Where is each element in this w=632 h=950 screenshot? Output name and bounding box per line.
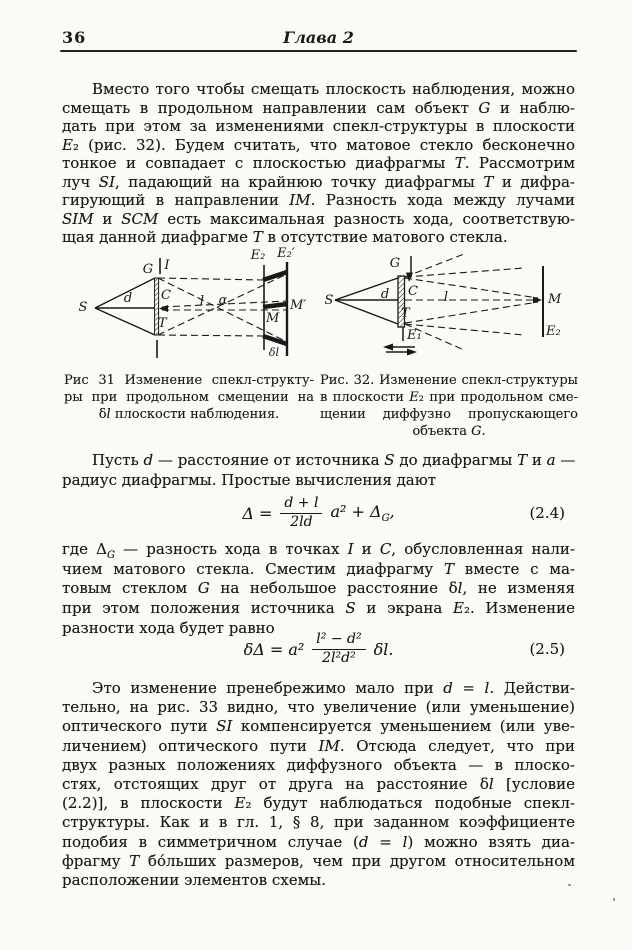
text-line: при этом положения источника S и экрана E₂. Изменение xyxy=(62,599,575,618)
text-line: смещать в продольном направлении сам объект G и наблю- xyxy=(62,98,575,117)
text-line: радиус диафрагмы. Простые вычисления дают xyxy=(62,471,437,489)
text-line: (2.2)], в плоскости E₂ будут наблюдаться подобные спекл- xyxy=(62,794,575,813)
text-line: стях, отстоящих друг от друга на расстояние δl [условие xyxy=(62,774,575,793)
text-line: чием матового стекла. Сместим диафрагму T вместе с ма- xyxy=(62,559,575,578)
text-line: щая данной диафрагме T в отсутствие матового стекла. xyxy=(62,228,508,246)
text-line: в плоскости E₂ при продольном сме- xyxy=(320,390,578,405)
fig32-label-E1: E₁ xyxy=(407,328,422,343)
eq25-rhs: δl. xyxy=(373,639,394,659)
fig32-label-G: G xyxy=(389,256,401,271)
eq24-rhs: $a^2 + \Delta_G$, xyxy=(330,501,395,525)
figure-31-diagram xyxy=(56,246,308,368)
fig32-label-l: l xyxy=(443,290,449,305)
text-line: фрагму T бо́льших размеров, чем при другом относительном xyxy=(62,851,575,870)
text-line: подобия в симметричном случае (d = l) можно взять диа- xyxy=(62,832,575,851)
text-line: двух разных положениях диффузного объекта — в плоско- xyxy=(62,755,575,774)
fig31-arrowhead-at-C xyxy=(159,305,168,312)
fig31-rays-solid xyxy=(95,278,155,335)
eq25-lhs: δΔ = a² xyxy=(243,639,305,659)
text-line: гирующий в направлении IM. Разность хода между лучами xyxy=(62,191,575,209)
fig31-label-C: C xyxy=(161,288,171,303)
figure-32-diagram xyxy=(322,246,576,368)
text-line: товым стеклом G на небольшое расстояние δl, не изменяя xyxy=(62,579,575,598)
fig32-label-C: C xyxy=(408,284,418,299)
fig31-label-G: G xyxy=(142,262,154,277)
fig32-label-S: S xyxy=(324,293,334,308)
figure-31-caption xyxy=(64,372,314,423)
fig31-label-alpha: α xyxy=(218,293,228,308)
eq25-denominator: 2l²d² xyxy=(322,650,356,666)
text-line: луч SI, падающий на крайнюю точку диафрагмы T и дифра- xyxy=(62,172,575,191)
text-line: тельно, на рис. 33 видно, что увеличение (или уменьшение) xyxy=(62,698,575,717)
text-line: личением) оптического пути IM. Отсюда следует, что при xyxy=(62,736,575,755)
equation-2-5-number: (2.5) xyxy=(529,640,565,658)
text-line: Пусть d — расстояние от источника S до диафрагмы T и a — xyxy=(92,451,575,469)
paragraph-1 xyxy=(62,80,575,247)
paragraph-4 xyxy=(62,679,575,890)
eq24-denominator: 2ld xyxy=(290,514,313,530)
equation-2-4 xyxy=(62,492,575,534)
figures-row xyxy=(0,246,632,368)
figure-32-caption xyxy=(320,372,578,440)
fig31-label-E2-prime: E₂′ xyxy=(277,246,295,261)
text-line: оптического пути SI компенсируется уменьшением (или уве- xyxy=(62,717,575,736)
scan-speck xyxy=(568,884,571,886)
fig31-diaphragm xyxy=(155,258,160,358)
paragraph-2 xyxy=(62,450,575,490)
eq24-numerator: d + l xyxy=(280,496,322,514)
text-line: Рис. 32. Изменение спекл-структуры xyxy=(320,373,578,388)
fig32-label-d: d xyxy=(380,287,390,302)
text-line: E₂ (рис. 32). Будем считать, что матовое стекло бесконечно xyxy=(62,135,575,154)
header-rule xyxy=(60,50,577,52)
text-line: где $\Delta_G$ — разность хода в точках I и C, обусловленная нали- xyxy=(62,540,575,560)
fig32-right-arrowhead xyxy=(407,349,417,356)
fig32-left-arrowhead xyxy=(383,344,393,351)
fig32-label-T: T xyxy=(401,306,410,321)
page-number: 36 xyxy=(62,28,87,47)
text-line: ры при продольном смещении на xyxy=(64,390,314,405)
page-header xyxy=(62,26,575,50)
equation-2-5-body xyxy=(244,632,394,667)
equation-2-4-number: (2.4) xyxy=(529,504,565,522)
fig31-label-S: S xyxy=(78,300,88,315)
eq24-fraction xyxy=(280,496,322,531)
fig32-label-M: M xyxy=(548,292,562,307)
fig31-label-l: l xyxy=(199,294,205,309)
eq25-numerator: l² − d² xyxy=(312,632,365,650)
text-line: Рис 31 Изменение спекл-структу- xyxy=(64,373,314,388)
equation-2-5 xyxy=(62,628,575,670)
text-line: щении диффузно пропускающего xyxy=(320,407,578,422)
fig31-label-M-prime: M′ xyxy=(290,298,307,313)
text-line: объекта G. xyxy=(412,424,486,439)
text-line: Это изменение пренебрежимо мало при d = l. Действи- xyxy=(92,679,575,697)
fig32-rays-dashed xyxy=(405,254,538,350)
eq24-lhs: Δ = xyxy=(242,503,273,523)
fig31-speckle-bars xyxy=(263,272,287,344)
fig31-label-delta-l: δl xyxy=(268,346,280,359)
fig31-label-E2: E₂ xyxy=(250,248,266,263)
scan-speck xyxy=(613,898,615,901)
chapter-header: Глава 2 xyxy=(283,28,354,47)
eq25-fraction xyxy=(312,632,365,667)
text-line: тонкое и совпадает с плоскостью диафрагмы T. Рассмотрим xyxy=(62,154,575,172)
text-line: разности хода будет равно xyxy=(62,618,275,637)
fig31-label-M: M xyxy=(266,311,280,326)
text-line: расположении элементов схемы. xyxy=(62,870,326,889)
fig31-label-d: d xyxy=(123,291,133,306)
paragraph-3 xyxy=(62,540,575,638)
text-line: δl плоскости наблюдения. xyxy=(98,407,280,422)
text-line: дать при этом за изменениями спекл-структуры в плоскости xyxy=(62,117,575,135)
fig32-label-E2: E₂ xyxy=(546,324,561,339)
text-line: SIM и SCM есть максимальная разность хода, соответствую- xyxy=(62,209,575,228)
text-line: структуры. Как и в гл. 1, § 8, при заданном коэффициенте xyxy=(62,813,575,832)
fig31-label-I: I xyxy=(164,258,170,273)
equation-2-4-body xyxy=(242,496,394,531)
fig31-label-T: T xyxy=(158,316,167,331)
text-line: Вместо того чтобы смещать плоскость наблюдения, можно xyxy=(92,80,575,98)
